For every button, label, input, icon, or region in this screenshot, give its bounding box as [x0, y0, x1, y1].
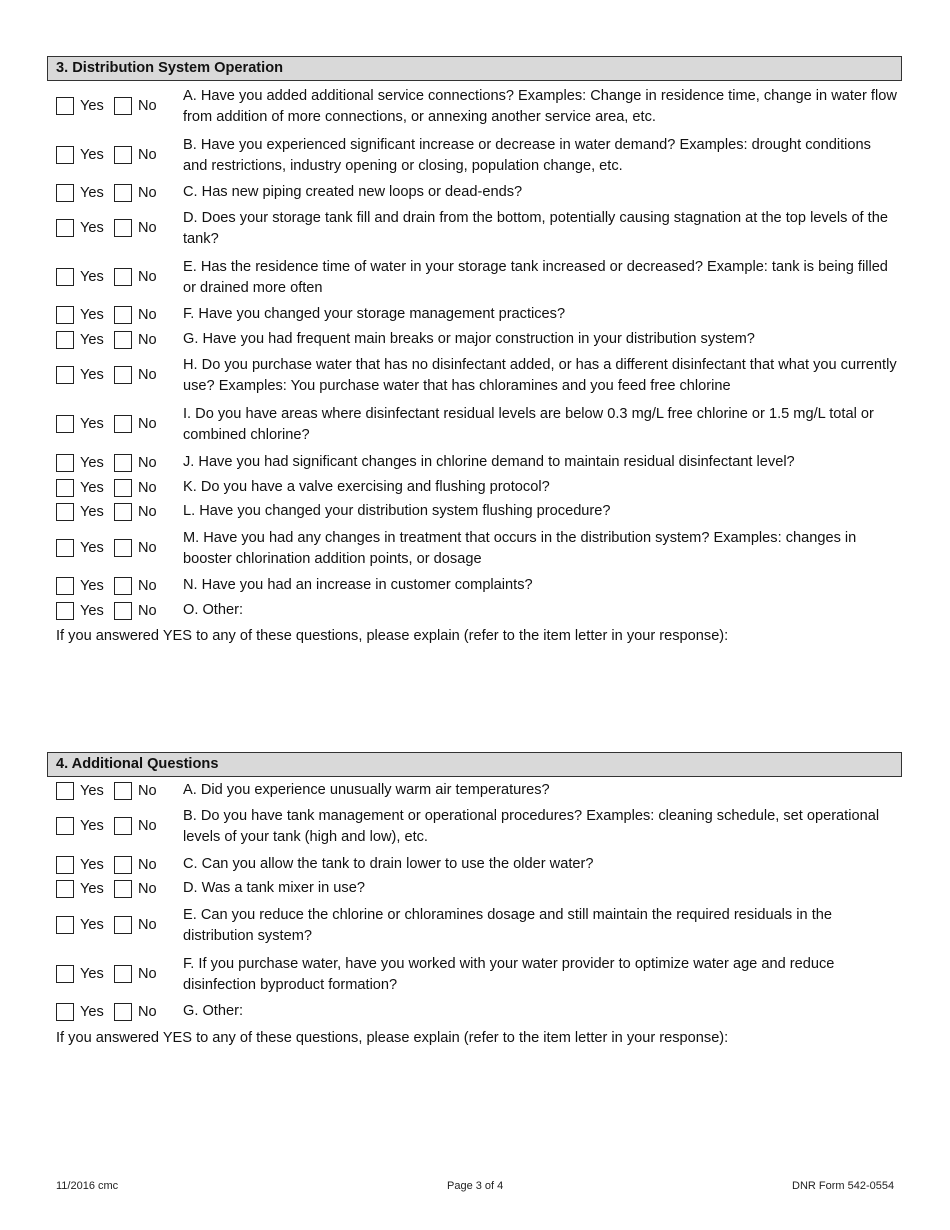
explanation-area[interactable]: [56, 1052, 896, 1122]
yes-no-group: [56, 817, 176, 837]
no-label: No: [138, 578, 157, 594]
no-label: No: [138, 455, 157, 471]
yes-checkbox[interactable]: [56, 454, 74, 472]
section4-question-row: [56, 806, 896, 848]
no-label: No: [138, 917, 157, 933]
no-checkbox[interactable]: [114, 782, 132, 800]
yes-checkbox[interactable]: [56, 366, 74, 384]
footer-date: 11/2016 cmc: [56, 1180, 119, 1192]
yes-no-group: [56, 965, 176, 985]
no-checkbox[interactable]: [114, 1003, 132, 1021]
section3-question-row: [56, 355, 896, 397]
yes-label: Yes: [80, 1004, 104, 1020]
yes-no-group: [56, 97, 176, 117]
no-checkbox[interactable]: [114, 602, 132, 620]
yes-no-group: [56, 366, 176, 386]
yes-label: Yes: [80, 220, 104, 236]
yes-no-group: [56, 219, 176, 239]
no-checkbox[interactable]: [114, 268, 132, 286]
section4-question-row: [56, 854, 896, 875]
yes-checkbox[interactable]: [56, 503, 74, 521]
no-checkbox[interactable]: [114, 415, 132, 433]
yes-checkbox[interactable]: [56, 856, 74, 874]
no-checkbox[interactable]: [114, 331, 132, 349]
no-checkbox[interactable]: [114, 97, 132, 115]
yes-label: Yes: [80, 603, 104, 619]
no-label: No: [138, 603, 157, 619]
question-text: A. Did you experience unusually warm air temperatures?: [183, 782, 550, 798]
no-checkbox[interactable]: [114, 965, 132, 983]
yes-no-group: [56, 577, 176, 597]
yes-no-group: [56, 146, 176, 166]
section4-question-row: [56, 780, 896, 801]
yes-label: Yes: [80, 966, 104, 982]
no-checkbox[interactable]: [114, 306, 132, 324]
yes-label: Yes: [80, 783, 104, 799]
no-label: No: [138, 540, 157, 556]
question-text: B. Do you have tank management or operational procedures? Examples: cleaning schedule, set operational levels of your tank (high and low), etc.: [183, 808, 880, 845]
question-text: L. Have you changed your distribution system flushing procedure?: [183, 503, 611, 519]
question-text: B. Have you experienced significant increase or decrease in water demand? Examples: drought conditions and restrictions, industry opening or closing, population change, etc.: [183, 137, 871, 174]
section-3-title: 3. Distribution System Operation: [47, 56, 902, 81]
yes-label: Yes: [80, 147, 104, 163]
section3-question-row: [56, 575, 896, 596]
yes-checkbox[interactable]: [56, 97, 74, 115]
no-checkbox[interactable]: [114, 577, 132, 595]
no-label: No: [138, 818, 157, 834]
no-label: No: [138, 220, 157, 236]
yes-label: Yes: [80, 917, 104, 933]
section3-question-row: [56, 304, 896, 325]
yes-no-group: [56, 856, 176, 876]
yes-label: Yes: [80, 818, 104, 834]
section4-question-row: [56, 905, 896, 947]
yes-label: Yes: [80, 480, 104, 496]
yes-checkbox[interactable]: [56, 817, 74, 835]
question-text: E. Can you reduce the chlorine or chloramines dosage and still maintain the required residuals in the distribution system?: [183, 907, 832, 944]
yes-no-group: [56, 184, 176, 204]
yes-no-group: [56, 454, 176, 474]
section3-question-row: [56, 86, 896, 128]
no-checkbox[interactable]: [114, 503, 132, 521]
no-checkbox[interactable]: [114, 880, 132, 898]
no-label: No: [138, 269, 157, 285]
section3-question-row: [56, 452, 896, 473]
yes-checkbox[interactable]: [56, 577, 74, 595]
question-text: J. Have you had significant changes in chlorine demand to maintain residual disinfectant level?: [183, 454, 795, 470]
yes-no-group: [56, 479, 176, 499]
yes-checkbox[interactable]: [56, 880, 74, 898]
no-checkbox[interactable]: [114, 184, 132, 202]
no-checkbox[interactable]: [114, 454, 132, 472]
no-checkbox[interactable]: [114, 856, 132, 874]
section4-question-row: [56, 878, 896, 899]
question-text: F. Have you changed your storage management practices?: [183, 306, 566, 322]
section3-question-row: [56, 257, 896, 299]
yes-checkbox[interactable]: [56, 602, 74, 620]
question-text: K. Do you have a valve exercising and flushing protocol?: [183, 479, 550, 495]
explain-instruction: If you answered YES to any of these questions, please explain (refer to the item letter in your response):: [56, 1030, 729, 1046]
yes-checkbox[interactable]: [56, 219, 74, 237]
question-text: N. Have you had an increase in customer complaints?: [183, 577, 533, 593]
yes-label: Yes: [80, 504, 104, 520]
question-text: C. Can you allow the tank to drain lower to use the older water?: [183, 856, 594, 872]
yes-no-group: [56, 268, 176, 288]
yes-checkbox[interactable]: [56, 268, 74, 286]
footer-form-number: DNR Form 542-0554: [792, 1180, 895, 1192]
yes-no-group: [56, 331, 176, 351]
section4-question-row: [56, 1001, 896, 1022]
no-label: No: [138, 783, 157, 799]
section3-question-row: [56, 528, 896, 570]
question-text: G. Have you had frequent main breaks or major construction in your distribution system?: [183, 331, 755, 347]
question-text: F. If you purchase water, have you worked with your water provider to optimize water age and reduce disinfection byproduct formation?: [183, 956, 835, 993]
section4-question-row: [56, 954, 896, 996]
yes-no-group: [56, 880, 176, 900]
yes-label: Yes: [80, 367, 104, 383]
question-text: O. Other:: [183, 602, 244, 618]
section3-question-row: [56, 135, 896, 177]
section3-question-row: [56, 477, 896, 498]
yes-label: Yes: [80, 540, 104, 556]
yes-checkbox[interactable]: [56, 479, 74, 497]
yes-checkbox[interactable]: [56, 782, 74, 800]
yes-no-group: [56, 539, 176, 559]
explanation-area[interactable]: [56, 650, 896, 720]
yes-no-group: [56, 1003, 176, 1023]
question-text: M. Have you had any changes in treatment that occurs in the distribution system? Examples: changes in booster chlorination addition points, or dosage: [183, 530, 857, 567]
yes-label: Yes: [80, 269, 104, 285]
no-checkbox[interactable]: [114, 219, 132, 237]
section-4-title: 4. Additional Questions: [47, 752, 902, 777]
section3-question-row: [56, 600, 896, 621]
no-checkbox[interactable]: [114, 817, 132, 835]
no-label: No: [138, 98, 157, 114]
no-checkbox[interactable]: [114, 366, 132, 384]
question-text: A. Have you added additional service connections? Examples: Change in residence time, change in water flow from addition of more connections, or annexing another service area, etc.: [183, 88, 897, 125]
yes-checkbox[interactable]: [56, 539, 74, 557]
question-text: E. Has the residence time of water in your storage tank increased or decreased? Example: tank is being filled or drained more often: [183, 259, 888, 296]
yes-no-group: [56, 415, 176, 435]
yes-label: Yes: [80, 185, 104, 201]
yes-label: Yes: [80, 332, 104, 348]
yes-checkbox[interactable]: [56, 1003, 74, 1021]
yes-label: Yes: [80, 578, 104, 594]
question-text: C. Has new piping created new loops or dead-ends?: [183, 184, 523, 200]
yes-label: Yes: [80, 416, 104, 432]
explain-instruction: If you answered YES to any of these questions, please explain (refer to the item letter in your response):: [56, 628, 729, 644]
yes-checkbox[interactable]: [56, 331, 74, 349]
question-text: D. Was a tank mixer in use?: [183, 880, 365, 896]
yes-label: Yes: [80, 455, 104, 471]
no-label: No: [138, 367, 157, 383]
question-text: D. Does your storage tank fill and drain from the bottom, potentially causing stagnation at the top levels of the tank?: [183, 210, 888, 247]
footer-page-number: Page 3 of 4: [447, 1180, 504, 1192]
yes-no-group: [56, 916, 176, 936]
no-label: No: [138, 307, 157, 323]
no-checkbox[interactable]: [114, 146, 132, 164]
yes-checkbox[interactable]: [56, 415, 74, 433]
yes-label: Yes: [80, 881, 104, 897]
yes-checkbox[interactable]: [56, 184, 74, 202]
yes-checkbox[interactable]: [56, 965, 74, 983]
no-label: No: [138, 480, 157, 496]
yes-label: Yes: [80, 98, 104, 114]
section3-question-row: [56, 208, 896, 250]
no-label: No: [138, 416, 157, 432]
question-text: H. Do you purchase water that has no disinfectant added, or has a different disinfectant that what you currently use? Examples: You purchase water that has chloramines and you feed free chlorine: [183, 357, 897, 394]
question-text: I. Do you have areas where disinfectant residual levels are below 0.3 mg/L free chlorine or 1.5 mg/L total or combined chlorine?: [183, 406, 874, 443]
yes-checkbox[interactable]: [56, 306, 74, 324]
section3-question-row: [56, 182, 896, 203]
section3-question-row: [56, 329, 896, 350]
section3-question-row: [56, 404, 896, 446]
no-checkbox[interactable]: [114, 916, 132, 934]
no-checkbox[interactable]: [114, 479, 132, 497]
no-label: No: [138, 881, 157, 897]
no-label: No: [138, 147, 157, 163]
no-label: No: [138, 332, 157, 348]
yes-checkbox[interactable]: [56, 916, 74, 934]
yes-no-group: [56, 782, 176, 802]
yes-label: Yes: [80, 307, 104, 323]
no-label: No: [138, 857, 157, 873]
no-label: No: [138, 1004, 157, 1020]
question-text: G. Other:: [183, 1003, 244, 1019]
no-label: No: [138, 966, 157, 982]
yes-no-group: [56, 602, 176, 622]
no-label: No: [138, 504, 157, 520]
yes-no-group: [56, 306, 176, 326]
yes-no-group: [56, 503, 176, 523]
section3-question-row: [56, 501, 896, 522]
no-checkbox[interactable]: [114, 539, 132, 557]
no-label: No: [138, 185, 157, 201]
yes-label: Yes: [80, 857, 104, 873]
yes-checkbox[interactable]: [56, 146, 74, 164]
